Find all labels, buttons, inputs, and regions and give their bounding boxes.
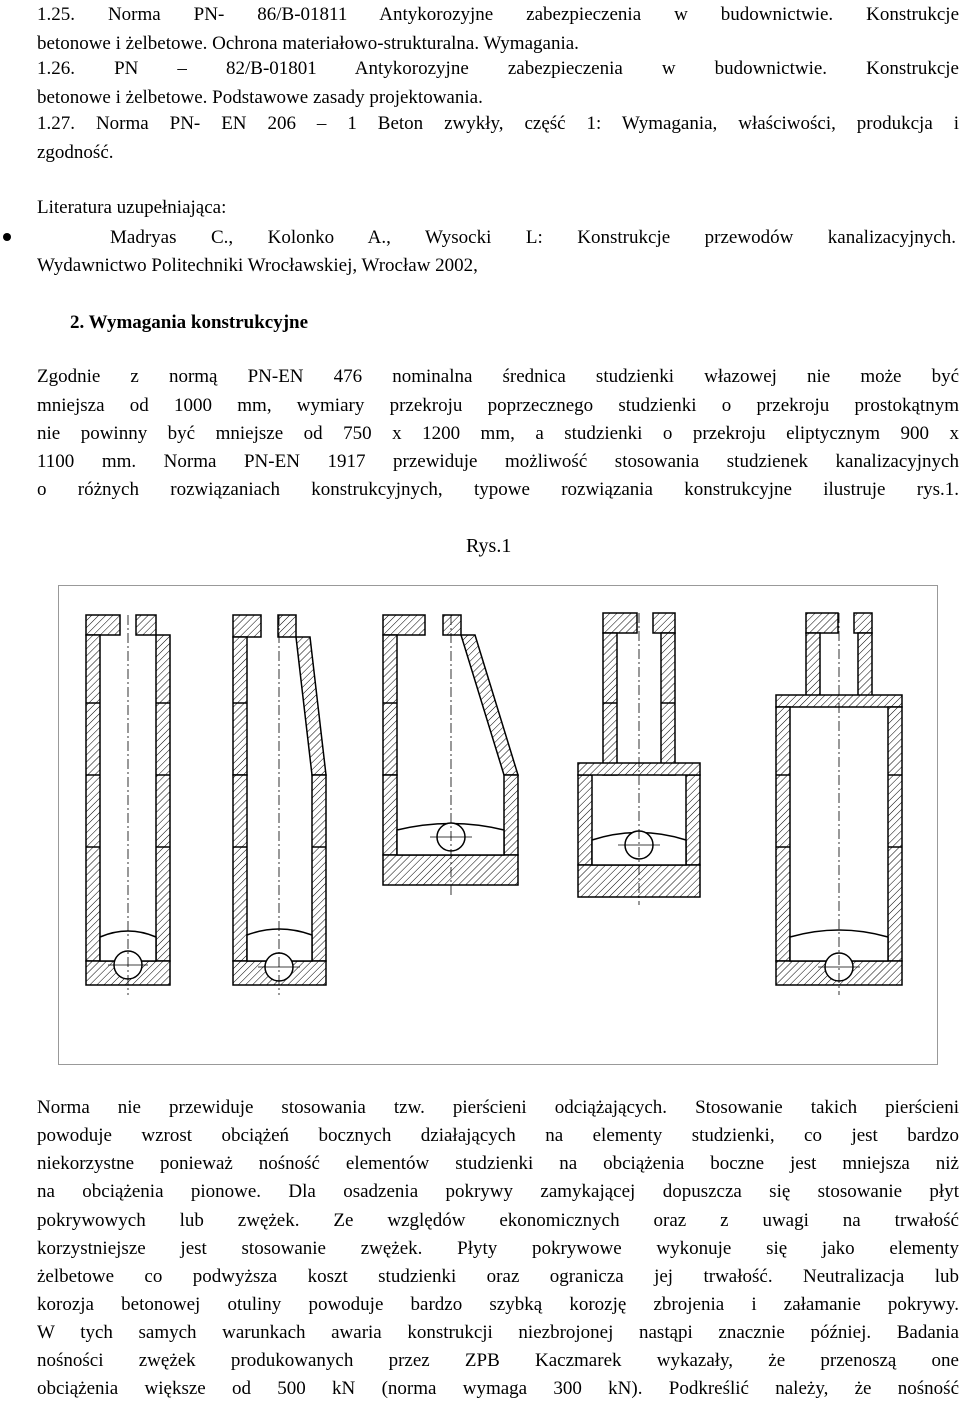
paragraph-2-line-10: nośności zwężek produkowanych przez ZPB Kaczmarek wykazały, że przenoszą one (37, 1350, 959, 1371)
paragraph-2-line-4: na obciążenia pionowe. Dla osadzenia pokrywy zamykającej dopuszcza się stosowanie płyt (37, 1181, 959, 1202)
reference-1-26-line-1: 1.26. PN – 82/B-01801 Antykorozyjne zabezpieczenia w budownictwie. Konstrukcje (37, 58, 959, 79)
bullet-icon (3, 233, 11, 241)
reference-1-26-line-2: betonowe i żelbetowe. Podstawowe zasady projektowania. (37, 87, 483, 108)
manhole-drawing (58, 585, 938, 1065)
paragraph-2-line-7: żelbetowe co podwyższa koszt studzienki oraz ogranicza jej trwałość. Neutralizacja lub (37, 1266, 959, 1287)
supplementary-item-line-2: Wydawnictwo Politechniki Wrocławskiej, Wrocław 2002, (37, 255, 478, 276)
reference-1-27-line-1: 1.27. Norma PN- EN 206 – 1 Beton zwykły, część 1: Wymagania, właściwości, produkcja i (37, 113, 959, 134)
paragraph-2-line-5: pokrywowych lub zwężek. Ze względów ekonomicznych oraz z uwagi na trwałość (37, 1210, 959, 1231)
reference-1-25-line-1: 1.25. Norma PN- 86/B-01811 Antykorozyjne zabezpieczenia w budownictwie. Konstrukcje (37, 4, 959, 25)
paragraph-2-line-1: Norma nie przewiduje stosowania tzw. pierścieni odciążających. Stosowanie takich pierścieni (37, 1097, 959, 1118)
supplementary-title: Literatura uzupełniająca: (37, 197, 227, 218)
paragraph-2-line-2: powoduje wzrost obciążeń bocznych działających na elementy studzienki, co jest bardzo (37, 1125, 959, 1146)
paragraph-2-line-6: korzystniejsze jest stosowanie zwężek. Płyty pokrywowe wykonuje się jako elementy (37, 1238, 959, 1259)
paragraph-1-line-1: Zgodnie z normą PN-EN 476 nominalna średnica studzienki włazowej nie może być (37, 366, 959, 387)
paragraph-2-line-3: niekorzystne ponieważ nośność elementów studzienki na obciążenia boczne jest mniejsza niż (37, 1153, 959, 1174)
manhole-drawing-figure (58, 585, 938, 1065)
figure-caption: Rys.1 (466, 535, 512, 557)
paragraph-1-line-2: mniejsza od 1000 mm, wymiary przekroju poprzecznego studzienki o przekroju prostokątnym (37, 395, 959, 416)
section-heading: 2. Wymagania konstrukcyjne (70, 312, 309, 333)
paragraph-2-line-8: korozja betonowej otuliny powoduje bardzo szybką korozję zbrojenia i załamanie pokrywy. (37, 1294, 959, 1315)
manhole-type-1 (86, 615, 170, 995)
reference-1-27-line-2: zgodność. (37, 142, 114, 163)
paragraph-2-line-9: W tych samych warunkach awaria konstrukcji niezbrojonej nastąpi znacznie później. Badania (37, 1322, 959, 1343)
supplementary-item-line-1: Madryas C., Kolonko A., Wysocki L: Konstrukcje przewodów kanalizacyjnych. (110, 227, 956, 248)
paragraph-1-line-5: o różnych rozwiązaniach konstrukcyjnych, typowe rozwiązania konstrukcyjne ilustruje rys.1. (37, 479, 959, 500)
paragraph-2-line-11: obciążenia większe od 500 kN (norma wymaga 300 kN). Podkreślić należy, że nośność (37, 1378, 959, 1399)
reference-1-25-line-2: betonowe i żelbetowe. Ochrona materiałowo-strukturalna. Wymagania. (37, 33, 579, 54)
paragraph-1-line-3: nie powinny być mniejsze od 750 x 1200 mm, a studzienki o przekroju eliptycznym 900 x (37, 423, 959, 444)
paragraph-1-line-4: 1100 mm. Norma PN-EN 1917 przewiduje możliwość stosowania studzienek kanalizacyjnych (37, 451, 959, 472)
